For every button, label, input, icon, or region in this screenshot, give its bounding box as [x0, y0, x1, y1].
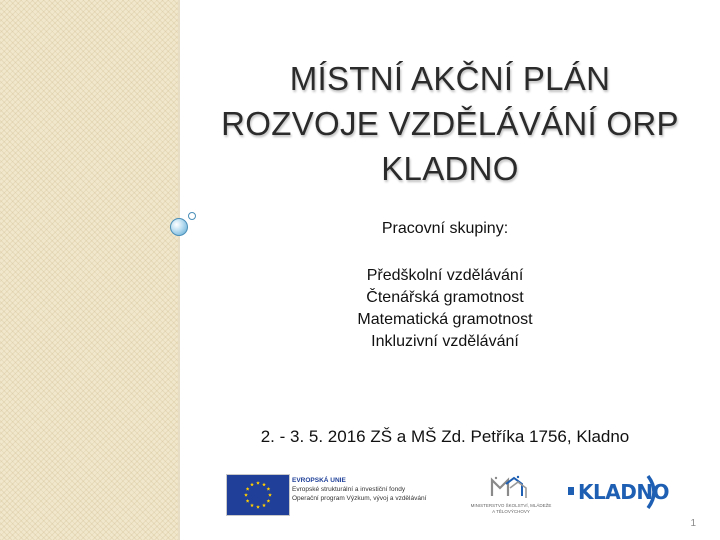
title-line-2: ROZVOJE VZDĚLÁVÁNÍ ORP — [221, 105, 679, 142]
decorative-small-bullet-icon — [188, 212, 196, 220]
msmt-caption: MINISTERSTVO ŠKOLSTVÍ, MLÁDEŽE A TĚLOVÝCHOVY — [470, 503, 552, 514]
working-groups-list — [185, 265, 705, 353]
eu-star — [262, 483, 266, 487]
eu-star — [244, 493, 248, 497]
eu-line-1: Evropské strukturální a investiční fondy — [292, 486, 406, 493]
msmt-emblem-icon — [470, 474, 550, 502]
eu-star — [256, 505, 260, 509]
date-and-venue: 2. - 3. 5. 2016 ZŠ a MŠ Zd. Petříka 1756, Kladno — [260, 427, 630, 446]
side-band-edge — [178, 0, 180, 540]
title-line-1: MÍSTNÍ AKČNÍ PLÁN — [289, 60, 611, 97]
decorative-side-band — [0, 0, 178, 540]
eu-star — [246, 499, 250, 503]
title-line-3: KLADNO — [381, 150, 519, 187]
list-item: Předškolní vzdělávání — [366, 267, 524, 284]
eu-star — [250, 503, 254, 507]
list-item: Čtenářská gramotnost — [366, 289, 524, 306]
eu-star — [268, 493, 272, 497]
list-item: Matematická gramotnost — [357, 311, 533, 328]
eu-star — [266, 499, 270, 503]
eu-heading: EVROPSKÁ UNIE — [292, 477, 346, 484]
kladno-logo — [568, 474, 670, 510]
working-groups-heading: Pracovní skupiny: — [381, 220, 509, 237]
slide-title — [185, 56, 715, 191]
kladno-arc-icon — [646, 474, 660, 510]
eu-star — [266, 487, 270, 491]
eu-star — [262, 503, 266, 507]
list-item: Inkluzivní vzdělávání — [371, 333, 519, 350]
eu-logo-text — [292, 476, 462, 503]
kladno-wordmark: KLADNO — [578, 480, 670, 504]
eu-star — [250, 483, 254, 487]
eu-star — [256, 481, 260, 485]
eu-star — [246, 487, 250, 491]
eu-stars-icon — [227, 475, 289, 515]
eu-flag-logo — [226, 474, 290, 516]
kladno-dot-icon — [568, 487, 574, 495]
page-number: 1 — [690, 518, 696, 529]
eu-line-2: Operační program Výzkum, vývoj a vzdělávání — [292, 495, 427, 502]
